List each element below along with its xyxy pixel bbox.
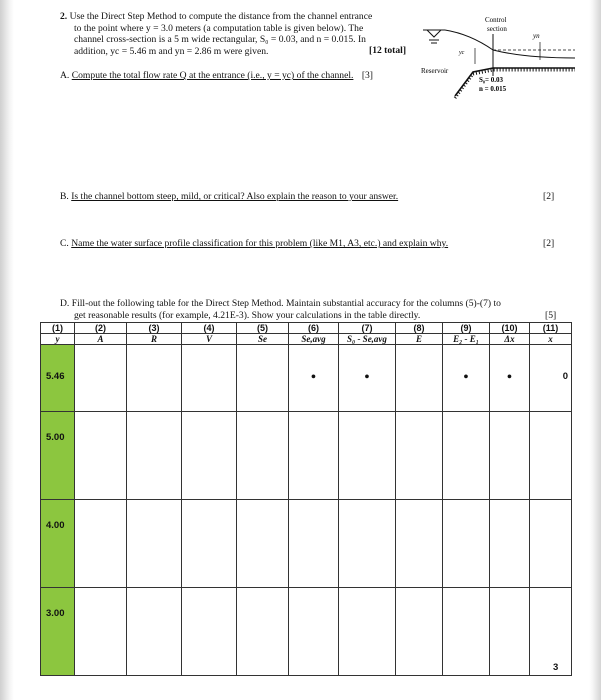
col-symbol: Se [237,334,289,345]
table-cell[interactable] [530,345,572,412]
col-number: (10) [490,323,530,334]
table-cell[interactable] [289,500,339,588]
table-cell[interactable] [530,500,572,588]
page-number: 3 [553,662,559,673]
column-number-row [41,323,572,334]
part-a-points: [3] [361,70,373,81]
column-symbol-row [41,334,572,345]
col-symbol: E [396,334,443,345]
reservoir-label: Reservoir [421,67,449,75]
col-number: (1) [41,323,75,334]
channel-figure [415,10,580,100]
table-cell[interactable] [237,500,289,588]
question-block [60,11,420,57]
part-d-letter: D. [60,298,70,309]
col-symbol: E₂ - E₁ [443,334,490,345]
table-cell[interactable] [339,588,396,676]
col-number: (5) [237,323,289,334]
table-cell[interactable] [237,588,289,676]
part-d-line-2: get reasonable results (for example, 4.21E-3). Show your calculations in the table directly. [74,309,421,321]
depth-cell: 4.00 [41,500,75,588]
table-cell[interactable] [182,345,237,412]
table-cell[interactable] [339,500,396,588]
question-line-2: to the point where y = 3.0 meters (a computation table is given below). The [74,22,364,34]
question-number: 2. [60,11,68,22]
part-b-letter: B. [60,191,69,202]
table-cell[interactable] [443,588,490,676]
x-initial-value: 0 [562,371,568,382]
depth-cell: 5.00 [41,412,75,500]
table-cell[interactable] [490,345,530,412]
table-cell[interactable] [490,588,530,676]
part-d-line-1: Fill-out the following table for the Direct Step Method. Maintain substantial accuracy for the columns (5)-(7) to [71,298,501,309]
table-row [41,588,572,676]
control-label: Control [485,16,507,24]
section-label: section [487,25,507,33]
table-cell[interactable] [490,412,530,500]
table-cell[interactable] [443,345,490,412]
table-cell[interactable] [182,588,237,676]
col-symbol: A [75,334,127,345]
direct-step-table [40,322,572,676]
col-symbol: S₀ - Se,avg [339,334,396,345]
total-points: [12 total] [369,45,407,56]
table-cell[interactable] [75,588,127,676]
col-number: (9) [443,323,490,334]
table-cell[interactable] [75,412,127,500]
part-b [60,191,398,203]
dot-marker: • [507,369,512,385]
yc-label: yc [459,50,465,56]
col-number: (4) [182,323,237,334]
table-cell[interactable] [289,345,339,412]
table-cell[interactable] [443,500,490,588]
table-cell[interactable] [127,588,182,676]
table-cell[interactable] [490,500,530,588]
table-cell[interactable] [127,345,182,412]
col-symbol: R [127,334,182,345]
col-number: (2) [75,323,127,334]
table-cell[interactable] [443,412,490,500]
yn-label: yn [533,32,540,40]
col-number: (11) [530,323,572,334]
table-row [41,412,572,500]
table-cell[interactable] [75,345,127,412]
table-cell[interactable] [396,588,443,676]
part-c-letter: C. [60,238,69,249]
table-cell[interactable] [75,500,127,588]
table-cell[interactable] [127,500,182,588]
col-symbol: x [530,334,572,345]
col-symbol: Δx [490,334,530,345]
part-a-letter: A. [60,70,70,81]
table-cell[interactable] [289,412,339,500]
col-symbol: y [41,334,75,345]
table-cell[interactable] [396,412,443,500]
depth-cell: 5.46 [41,345,75,412]
table-cell[interactable] [289,588,339,676]
table-cell[interactable] [396,500,443,588]
question-line-4: addition, yc = 5.46 m and yn = 2.86 m were given. [74,45,269,57]
col-number: (3) [127,323,182,334]
dot-marker: • [364,369,370,385]
table-cell[interactable] [237,412,289,500]
part-b-points: [2] [543,191,555,202]
col-symbol: V [182,334,237,345]
depth-cell: 3.00 [41,588,75,676]
table-cell[interactable] [396,345,443,412]
table-cell[interactable] [530,588,572,676]
table-cell[interactable] [237,345,289,412]
dot-marker: • [463,369,469,385]
part-a-text: Compute the total flow rate Q at the entrance (i.e., y = yc) of the channel. [71,70,354,81]
page-shadow-left [0,0,14,700]
table-cell[interactable] [339,345,396,412]
table-cell[interactable] [182,412,237,500]
dot-marker: • [311,369,316,385]
part-a [60,70,420,82]
table-cell[interactable] [182,500,237,588]
part-d [60,298,570,321]
col-symbol: Se,avg [289,334,339,345]
part-c-points: [2] [543,238,555,249]
part-d-points: [5] [545,310,557,321]
slope-label: S₀= 0.03 [479,76,503,84]
table-cell[interactable] [339,412,396,500]
table-row [41,500,572,588]
roughness-label: n = 0.015 [479,85,507,93]
question-line-1: Use the Direct Step Method to compute the distance from the channel entrance [69,11,373,22]
table-cell[interactable] [127,412,182,500]
part-c-text: Name the water surface profile classification for this problem (like M1, A3, etc.) and explain why. [71,238,449,249]
question-line-3: channel cross-section is a 5 m wide rectangular, S₀ = 0.03, and n = 0.015. In [74,34,366,45]
col-number: (8) [396,323,443,334]
part-c [60,238,448,250]
water-level-icon [427,30,441,37]
table-row [41,345,572,412]
col-number: (7) [339,323,396,334]
part-b-text: Is the channel bottom steep, mild, or critical? Also explain the reason to your answer. [71,191,399,202]
page-shadow-right [589,0,601,700]
col-number: (6) [289,323,339,334]
table-cell[interactable] [530,412,572,500]
